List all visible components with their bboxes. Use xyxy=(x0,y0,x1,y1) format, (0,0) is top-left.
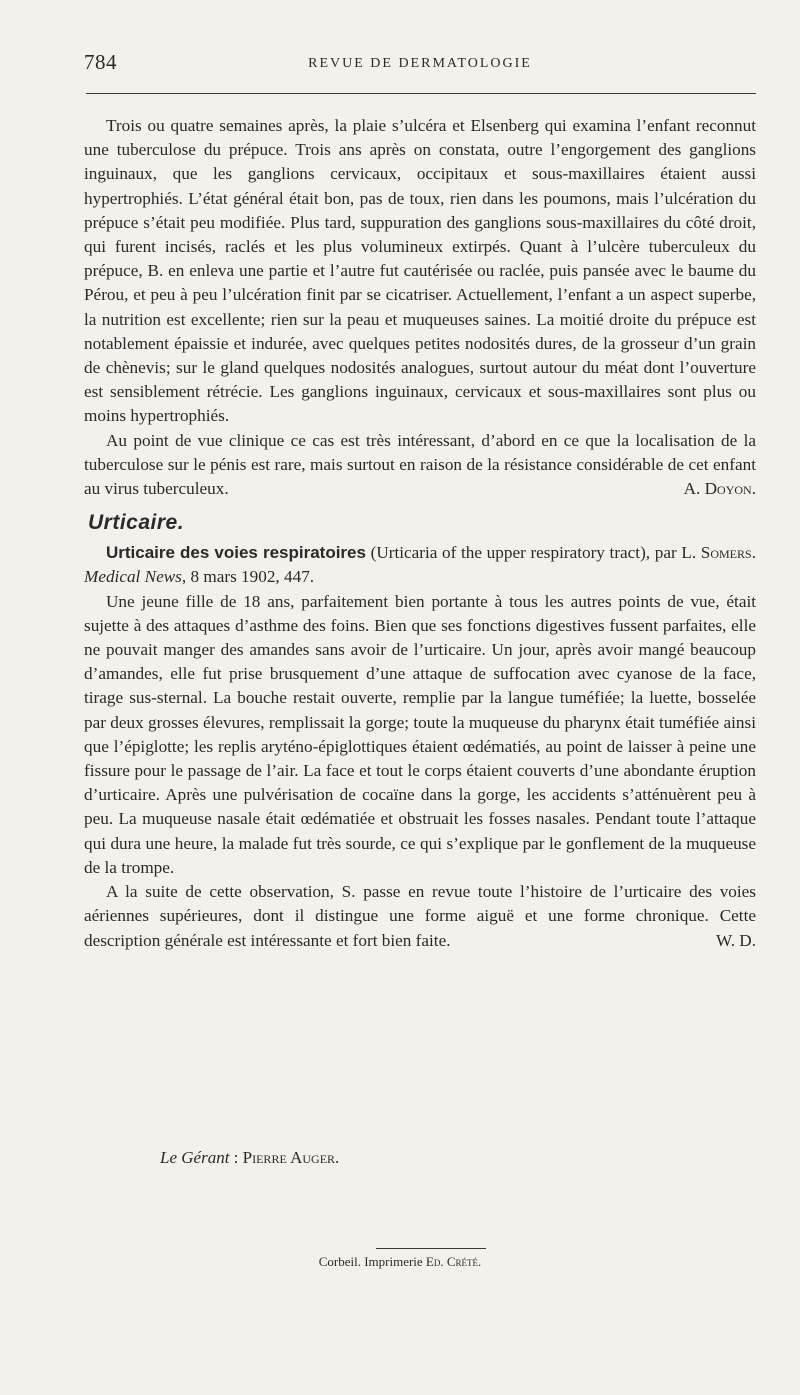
gerant-sep: : xyxy=(229,1148,243,1167)
doyon-paragraph-2-text: Au point de vue clinique ce cas est très intéressant, d’abord en ce que la localisation de la tuberculose sur le pénis est rare, mais surtout en raison de la résistance considérable de cet enfant au virus tuberculeux. xyxy=(84,430,756,499)
wd-byline: W. D. xyxy=(716,930,756,950)
doyon-paragraph-2 xyxy=(84,429,756,502)
printer-name: Ed. Crété. xyxy=(425,1254,482,1269)
urticaire-paragraph-1: Une jeune fille de 18 ans, parfaitement bien portante à tous les autres points de vue, était sujette à des attaques d’asthme des foins. Bien que ses fonctions digestives fussent parfaites, elle ne pouvait manger des amandes sans avoir de l’urticaire. Un jour, après avoir mangé beaucoup d’amandes, elle fut prise brusquement d’une attaque de suffocation avec cyanose de la face, tirage sus-sternal. La bouche restait ouverte, remplie par la langue tuméfiée; la luette, bosselée par deux grosses élevures, remplissait la gorge; toute la muqueuse du pharynx était tuméfiée ainsi que l’épiglotte; les replis aryténo-épiglottiques étaient œdématiés, au point de laisser à peine une fissure pour le passage de l’air. La face et tout le corps étaient couverts d’une abondante éruption d’urticaire. Après une pulvérisation de cocaïne dans la gorge, les accidents s’atténuèrent peu à peu. La muqueuse nasale était œdématiée et obstruait les fosses nasales. Pendant toute l’attaque qui dura une heure, la malade fut très sourde, ce qui s’explique par le gonflement de la muqueuse de la trompe. xyxy=(84,591,756,877)
article-title: Urticaire des voies respiratoires xyxy=(106,543,366,563)
gerant-line xyxy=(160,1148,339,1168)
urticaire-paragraph-2 xyxy=(84,880,756,953)
article-ref-tail: , 8 mars 1902, 447. xyxy=(181,567,315,587)
printer-plain: Corbeil. Imprimerie xyxy=(318,1254,426,1269)
body-text xyxy=(84,114,756,953)
urticaire-paragraph-2-text: A la suite de cette observation, S. passe en revue toute l’histoire de l’urticaire des voies aériennes supérieures, dont il distingue une forme aiguë et une forme chronique. Cette description générale est intéressante et fort bien faite. xyxy=(84,882,756,950)
header-rule xyxy=(86,93,756,94)
running-head xyxy=(84,50,756,78)
doyon-paragraph-1: Trois ou quatre semaines après, la plaie s’ulcéra et Elsenberg qui examina l’enfant reconnut une tuberculose du prépuce. Trois ans après on constata, outre l’engorgement des ganglions inguinaux, que les ganglions cervicaux, occipitaux et sous-maxillaires étaient aussi hypertrophiés. L’état général était bon, pas de toux, rien dans les poumons, mais l’ulcération du prépuce s’était peu modifiée. Plus tard, suppuration des ganglions sous-maxillaires du côté droit, qui furent incisés, raclés et les plus volumineux extirpés. Quant à l’ulcère tuberculeux du prépuce, B. en enleva une partie et l’autre fut cautérisée ou raclée, puis pansée avec le baume du Pérou, et peu à peu l’ulcération finit par se cicatriser. Actuellement, l’enfant a un aspect superbe, la nutrition est excellente; rien sur la peau et muqueuses saines. La moitié droite du prépuce est notablement épaissie et indurée, avec quelques petites nodosités dures, de la grosseur d’un grain de chènevis; sur le gland quelques nodosités analogues, surtout autour du méat dont l’ouverture est sensiblement rétrécie. Les ganglions inguinaux, cervicaux et sous-maxillaires sont plus ou moins hypertrophiés. xyxy=(84,116,756,426)
section-heading-urticaire: Urticaire. xyxy=(88,511,185,535)
article-reference xyxy=(84,541,756,589)
journal-title: REVUE DE DERMATOLOGIE xyxy=(308,56,532,71)
article-ref-sep: . xyxy=(751,543,756,563)
printer-rule xyxy=(376,1248,486,1249)
gerant-label: Le Gérant xyxy=(160,1148,230,1167)
doyon-byline: A. Doyon. xyxy=(683,479,756,499)
article-journal: Medical News xyxy=(84,567,182,587)
printer-imprint xyxy=(0,1254,800,1270)
article-author: Somers xyxy=(700,543,752,563)
article-ref-plain: (Urticaria of the upper respiratory tract), par L. xyxy=(365,543,701,563)
gerant-name: Pierre Auger. xyxy=(242,1148,340,1167)
page-number: 784 xyxy=(84,50,117,74)
